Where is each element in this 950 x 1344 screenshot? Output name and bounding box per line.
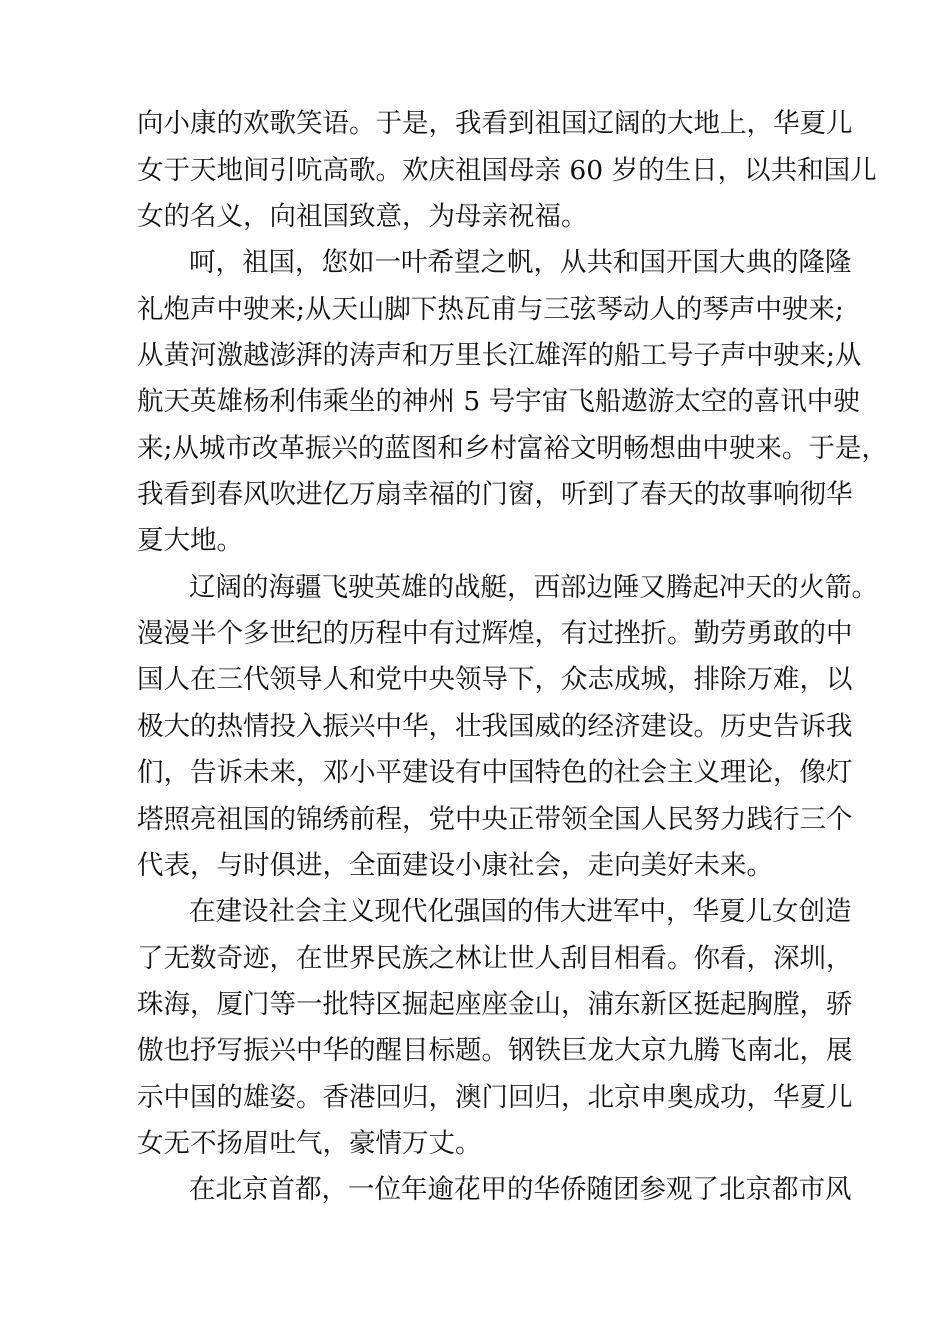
text-line: 塔照亮祖国的锦绣前程，党中央正带领全国人民努力践行三个 bbox=[137, 804, 853, 835]
text-line: 女无不扬眉吐气，豪情万丈。 bbox=[137, 1128, 482, 1159]
text-line: 们，告诉未来，邓小平建设有中国特色的社会主义理论，像灯 bbox=[137, 757, 853, 788]
text-line: 礼炮声中驶来;从天山脚下热瓦甫与三弦琴动人的琴声中驶来; bbox=[137, 294, 844, 325]
paragraph-first-line: 辽阔的海疆飞驶英雄的战艇，西部边陲又腾起冲天的火箭。 bbox=[189, 572, 878, 603]
text-line: 夏大地。 bbox=[137, 525, 243, 556]
paragraph-first-line: 在建设社会主义现代化强国的伟大进军中，华夏儿女创造 bbox=[189, 896, 852, 927]
text-line: 来;从城市改革振兴的蓝图和乡村富裕文明畅想曲中驶来。于是， bbox=[137, 433, 888, 464]
text-line: 傲也抒写振兴中华的醒目标题。钢铁巨龙大京九腾飞南北，展 bbox=[137, 1035, 853, 1066]
text-line: 珠海，厦门等一批特区掘起座座金山，浦东新区挺起胸膛，骄 bbox=[137, 989, 853, 1020]
text-line: 向小康的欢歌笑语。于是，我看到祖国辽阔的大地上，华夏儿 bbox=[137, 108, 853, 139]
text-line: 国人在三代领导人和党中央领导下，众志成城，排除万难，以 bbox=[137, 664, 853, 695]
text-line: 极大的热情投入振兴中华，壮我国威的经济建设。历史告诉我 bbox=[137, 711, 853, 742]
text-line: 从黄河激越澎湃的涛声和万里长江雄浑的船工号子声中驶来;从 bbox=[137, 340, 862, 371]
text-line: 航天英雄杨利伟乘坐的神州 5 号宇宙飞船遨游太空的喜讯中驶 bbox=[137, 386, 860, 417]
text-line: 女于天地间引吭高歌。欢庆祖国母亲 60 岁的生日，以共和国儿 bbox=[137, 155, 877, 186]
text-line: 我看到春风吹进亿万扇幸福的门窗，听到了春天的故事响彻华 bbox=[137, 479, 853, 510]
text-line: 示中国的雄姿。香港回归，澳门回归，北京申奥成功，华夏儿 bbox=[137, 1082, 853, 1113]
paragraph-first-line: 在北京首都，一位年逾花甲的华侨随团参观了北京都市风 bbox=[189, 1174, 852, 1205]
text-line: 了无数奇迹，在世界民族之林让世人刮目相看。你看，深圳， bbox=[137, 943, 853, 974]
text-line: 女的名义，向祖国致意，为母亲祝福。 bbox=[137, 201, 588, 232]
text-line: 代表，与时俱进，全面建设小康社会，走向美好未来。 bbox=[137, 850, 773, 881]
text-line: 漫漫半个多世纪的历程中有过辉煌，有过挫折。勤劳勇敢的中 bbox=[137, 618, 853, 649]
paragraph-first-line: 呵，祖国，您如一叶希望之帆，从共和国开国大典的隆隆 bbox=[189, 247, 852, 278]
